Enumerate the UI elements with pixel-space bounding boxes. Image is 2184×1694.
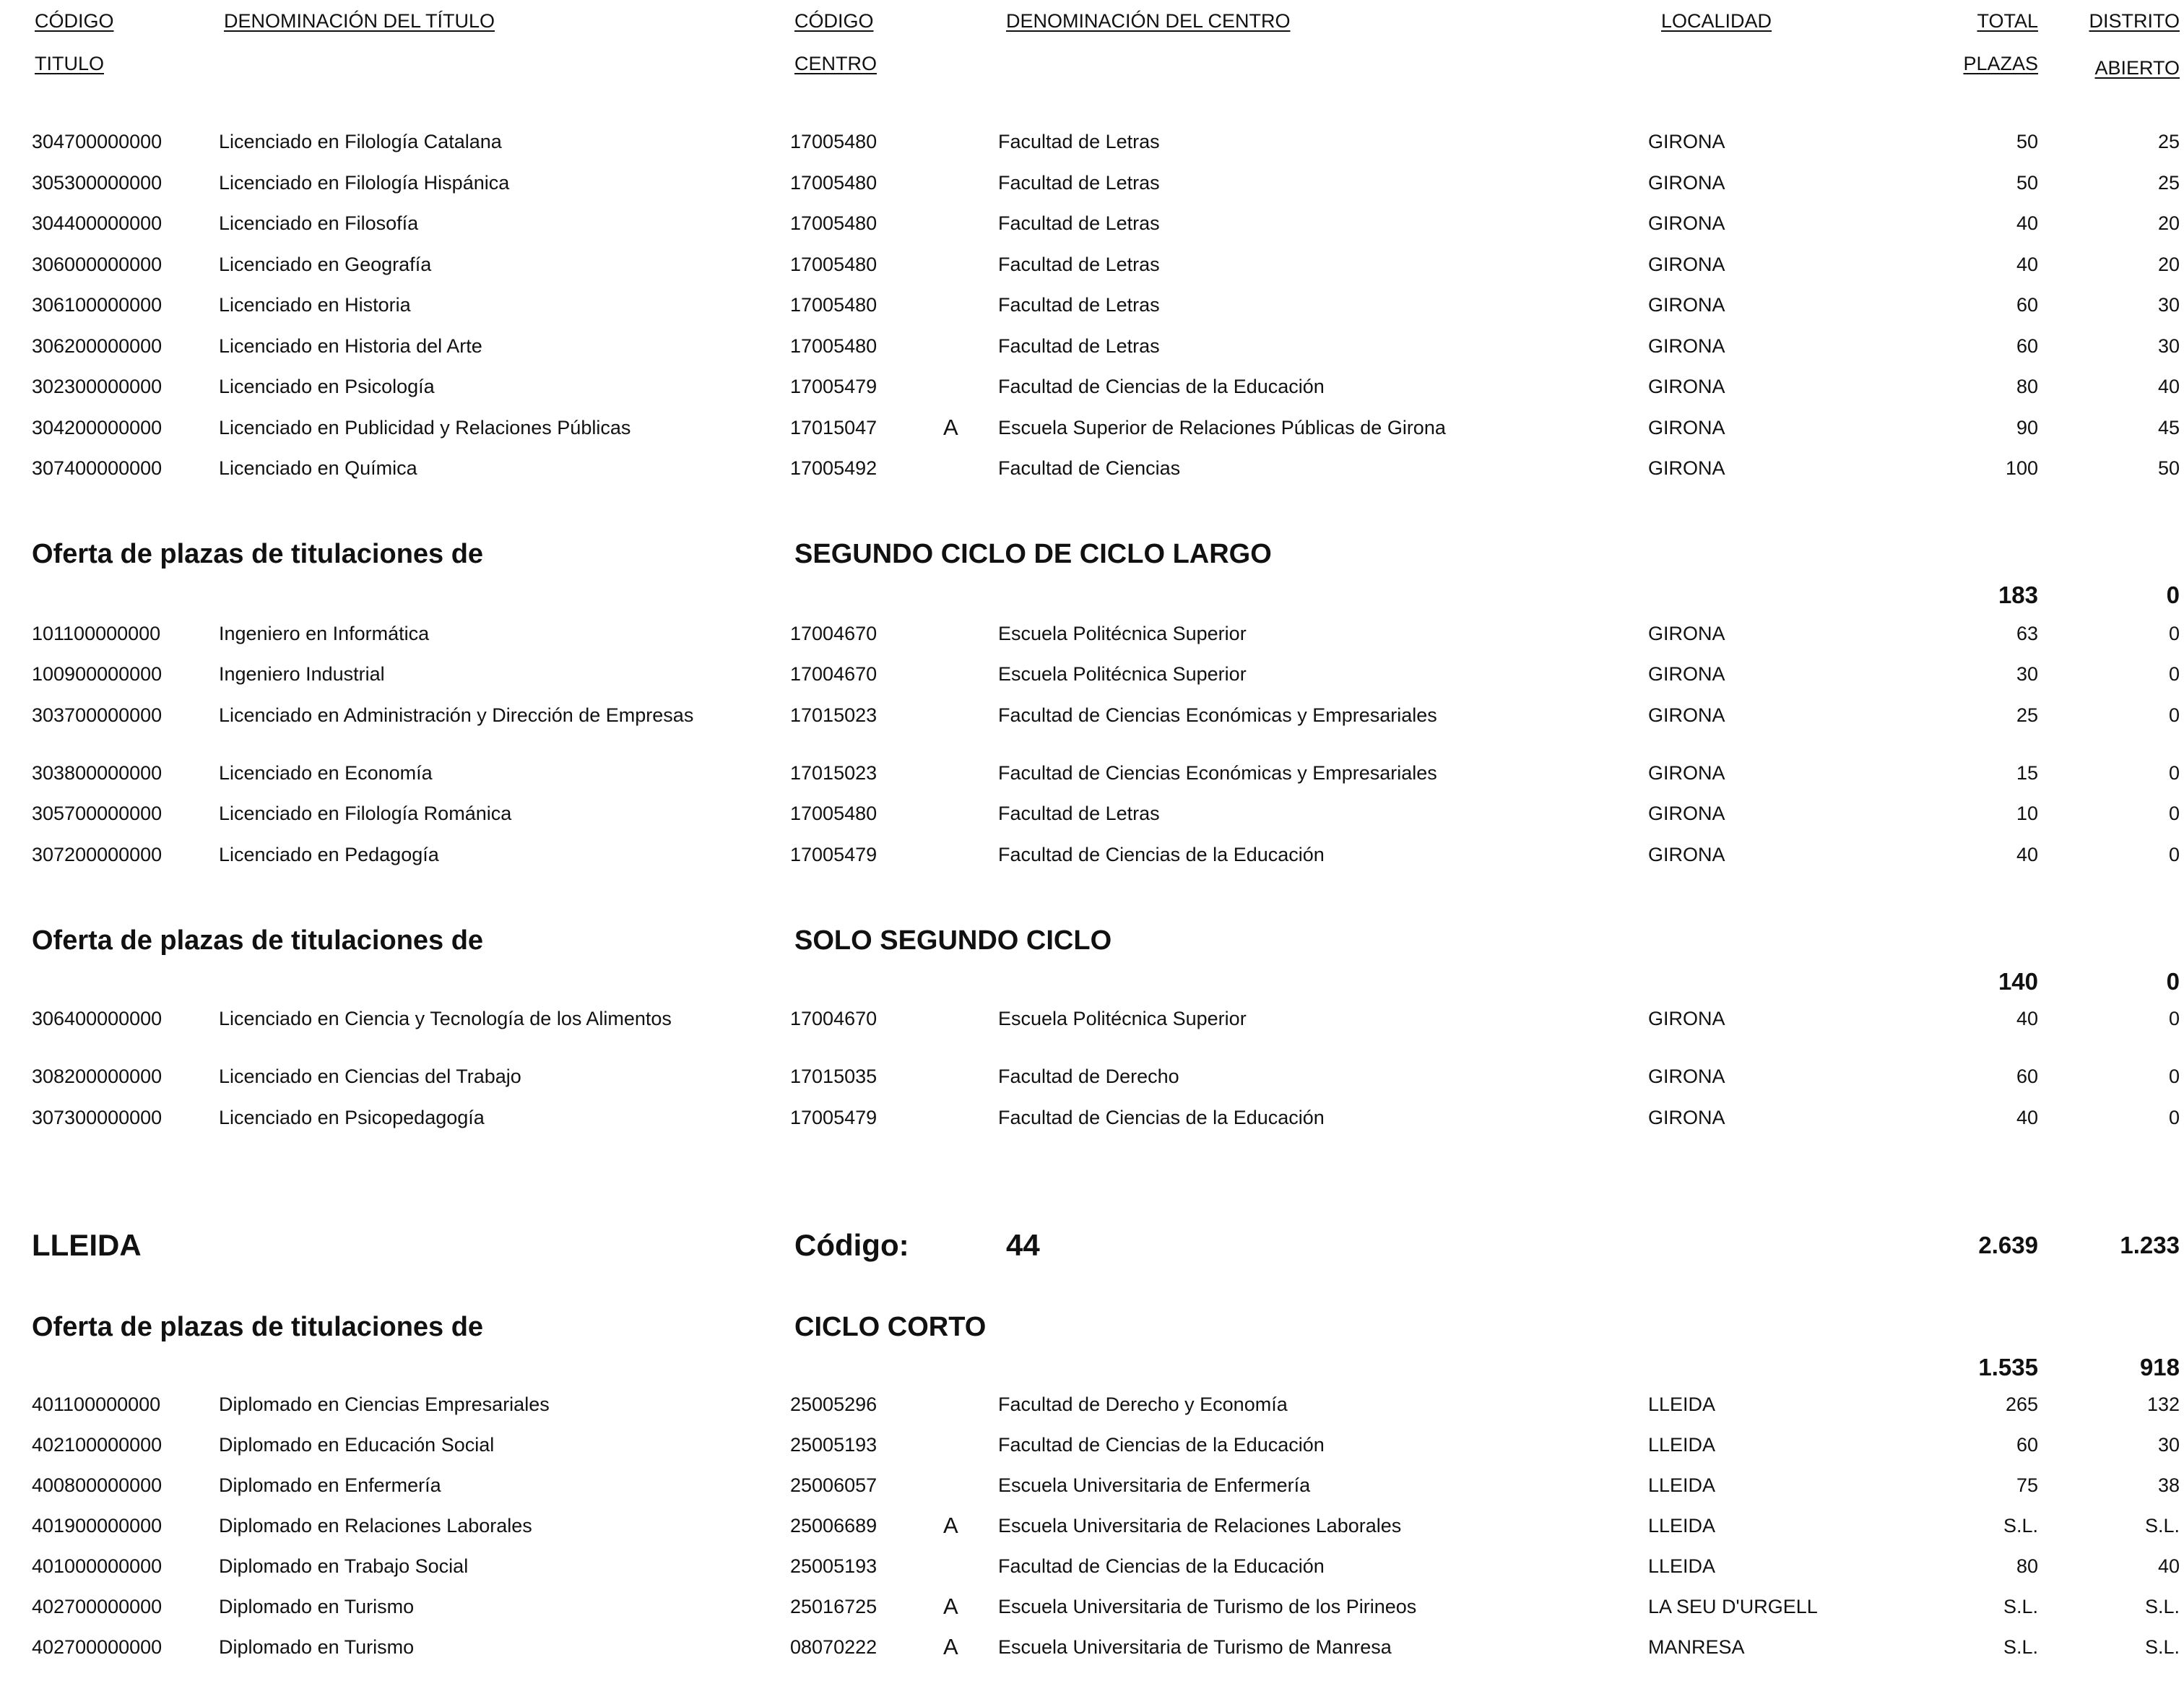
row-localidad: LA SEU D'URGELL [1648, 1596, 1818, 1617]
row-codigo: 305700000000 [32, 803, 162, 824]
row-total: 63 [2016, 623, 2038, 644]
row-total: 50 [2016, 131, 2038, 152]
row-titulo: Licenciado en Psicopedagogía [219, 1107, 485, 1128]
section-total-solo-segundo-ciclo: 140 [1998, 968, 2038, 995]
row-codigo: 402700000000 [32, 1636, 162, 1658]
row-distrito: 20 [2157, 254, 2180, 275]
row-centro: Escuela Politécnica Superior [998, 663, 1247, 685]
section-type-solo-segundo-ciclo: SOLO SEGUNDO CICLO [794, 925, 1112, 956]
section-label-ciclo-corto: Oferta de plazas de titulaciones de [32, 1312, 484, 1342]
row-titulo: Ingeniero en Informática [219, 623, 430, 644]
row-titulo: Licenciado en Filología Hispánica [219, 172, 510, 194]
row-centro-codigo: 17004670 [790, 623, 878, 644]
row-codigo: 402700000000 [32, 1596, 162, 1617]
row-distrito: 30 [2157, 294, 2180, 316]
row-localidad: MANRESA [1648, 1636, 1745, 1658]
row-centro: Facultad de Letras [998, 294, 1160, 316]
section-label-solo-segundo-ciclo: Oferta de plazas de titulaciones de [32, 925, 484, 956]
row-codigo: 401000000000 [32, 1555, 162, 1577]
row-codigo: 304700000000 [32, 131, 162, 152]
row-titulo: Diplomado en Trabajo Social [219, 1555, 469, 1577]
row-centro-codigo: 17004670 [790, 663, 878, 685]
row-total: 60 [2016, 294, 2038, 316]
row-distrito: 45 [2157, 417, 2180, 438]
row-distrito: 30 [2157, 1434, 2180, 1456]
row-distrito: 0 [2168, 1008, 2180, 1029]
university-distrito: 1.233 [2120, 1232, 2180, 1258]
header-denominacion-titulo: DENOMINACIÓN DEL TÍTULO [224, 10, 495, 32]
row-codigo: 307300000000 [32, 1107, 162, 1128]
section-total-segundo-ciclo-largo: 183 [1998, 582, 2038, 608]
row-centro-codigo: 17005480 [790, 172, 878, 194]
row-titulo: Licenciado en Filosofía [219, 212, 419, 234]
row-titulo: Licenciado en Pedagogía [219, 844, 439, 865]
row-total: 40 [2016, 254, 2038, 275]
row-distrito: 0 [2168, 844, 2180, 865]
row-centro-codigo: 17005492 [790, 457, 878, 479]
row-titulo: Diplomado en Turismo [219, 1596, 415, 1617]
row-titulo: Diplomado en Relaciones Laborales [219, 1515, 532, 1537]
row-codigo: 303700000000 [32, 704, 162, 726]
row-localidad: GIRONA [1648, 294, 1725, 316]
header-codigo-centro-line2: CENTRO [794, 53, 877, 74]
row-titulo: Licenciado en Administración y Dirección de Empresas [219, 704, 694, 726]
row-centro-codigo: 17005480 [790, 294, 878, 316]
row-total: S.L. [2003, 1596, 2038, 1617]
row-codigo: 307400000000 [32, 457, 162, 479]
row-codigo: 308200000000 [32, 1066, 162, 1087]
row-centro: Facultad de Derecho [998, 1066, 1179, 1087]
row-centro-codigo: 25005296 [790, 1393, 878, 1415]
row-titulo: Licenciado en Filología Catalana [219, 131, 502, 152]
row-localidad: GIRONA [1648, 704, 1725, 726]
row-titulo: Diplomado en Educación Social [219, 1434, 495, 1456]
row-localidad: GIRONA [1648, 172, 1725, 194]
row-centro: Escuela Politécnica Superior [998, 623, 1247, 644]
university-total: 2.639 [1978, 1232, 2038, 1258]
row-titulo: Diplomado en Turismo [219, 1636, 415, 1658]
university-codigo: 44 [1006, 1228, 1040, 1262]
row-codigo: 306000000000 [32, 254, 162, 275]
header-localidad: LOCALIDAD [1661, 10, 1772, 32]
row-centro-codigo: 25016725 [790, 1596, 878, 1617]
row-centro-codigo: 17004670 [790, 1008, 878, 1029]
row-centro: Facultad de Ciencias Económicas y Empresariales [998, 704, 1437, 726]
row-codigo: 304200000000 [32, 417, 162, 438]
row-centro-codigo: 17005480 [790, 335, 878, 357]
section-distrito-solo-segundo-ciclo: 0 [2166, 968, 2180, 995]
header-denominacion-centro: DENOMINACIÓN DEL CENTRO [1006, 10, 1291, 32]
row-titulo: Ingeniero Industrial [219, 663, 385, 685]
row-distrito: S.L. [2144, 1636, 2180, 1658]
row-total: 60 [2016, 1434, 2038, 1456]
row-total: 60 [2016, 1066, 2038, 1087]
row-total: 80 [2016, 376, 2038, 397]
row-centro: Facultad de Letras [998, 803, 1160, 824]
row-localidad: GIRONA [1648, 844, 1725, 865]
row-centro: Facultad de Ciencias de la Educación [998, 1107, 1325, 1128]
row-codigo: 401900000000 [32, 1515, 162, 1537]
row-centro-codigo: 25006689 [790, 1515, 878, 1537]
row-distrito: 132 [2146, 1393, 2180, 1415]
row-centro-codigo: 17005479 [790, 376, 878, 397]
row-centro-codigo: 25006057 [790, 1474, 878, 1496]
row-centro: Facultad de Ciencias de la Educación [998, 1555, 1325, 1577]
row-localidad: GIRONA [1648, 212, 1725, 234]
header-codigo-centro-line1: CÓDIGO [794, 10, 874, 32]
row-titulo: Licenciado en Filología Románica [219, 803, 512, 824]
row-flag: A [943, 1594, 958, 1619]
row-distrito: 40 [2157, 376, 2180, 397]
header-total-plazas-line1: TOTAL [1977, 10, 2038, 32]
row-centro-codigo: 25005193 [790, 1434, 878, 1456]
row-localidad: GIRONA [1648, 1008, 1725, 1029]
university-name: LLEIDA [32, 1228, 142, 1262]
section-total-ciclo-corto: 1.535 [1978, 1354, 2038, 1380]
row-centro-codigo: 17015023 [790, 704, 878, 726]
row-codigo: 306200000000 [32, 335, 162, 357]
row-centro-codigo: 17015047 [790, 417, 878, 438]
section-label-segundo-ciclo-largo: Oferta de plazas de titulaciones de [32, 539, 484, 569]
row-codigo: 100900000000 [32, 663, 162, 685]
row-centro: Escuela Universitaria de Turismo de los Pirineos [998, 1596, 1417, 1617]
row-localidad: GIRONA [1648, 254, 1725, 275]
row-total: 100 [2005, 457, 2038, 479]
row-titulo: Licenciado en Ciencias del Trabajo [219, 1066, 521, 1087]
row-centro: Facultad de Ciencias de la Educación [998, 376, 1325, 397]
section-type-segundo-ciclo-largo: SEGUNDO CICLO DE CICLO LARGO [794, 539, 1272, 569]
row-localidad: LLEIDA [1648, 1555, 1716, 1577]
row-total: S.L. [2003, 1636, 2038, 1658]
row-codigo: 302300000000 [32, 376, 162, 397]
row-centro: Facultad de Ciencias de la Educación [998, 844, 1325, 865]
row-centro-codigo: 17005479 [790, 1107, 878, 1128]
row-total: 60 [2016, 335, 2038, 357]
row-total: 40 [2016, 1008, 2038, 1029]
row-localidad: GIRONA [1648, 1107, 1725, 1128]
row-total: 40 [2016, 844, 2038, 865]
row-distrito: S.L. [2144, 1596, 2180, 1617]
row-codigo: 306400000000 [32, 1008, 162, 1029]
row-titulo: Licenciado en Geografía [219, 254, 432, 275]
row-centro: Escuela Universitaria de Turismo de Manresa [998, 1636, 1392, 1658]
row-titulo: Licenciado en Publicidad y Relaciones Públicas [219, 417, 631, 438]
row-centro: Escuela Universitaria de Relaciones Laborales [998, 1515, 1402, 1537]
row-localidad: GIRONA [1648, 131, 1725, 152]
row-centro: Escuela Politécnica Superior [998, 1008, 1247, 1029]
row-total: 25 [2016, 704, 2038, 726]
row-codigo: 402100000000 [32, 1434, 162, 1456]
row-distrito: 0 [2168, 1066, 2180, 1087]
row-localidad: GIRONA [1648, 417, 1725, 438]
row-titulo: Diplomado en Ciencias Empresariales [219, 1393, 550, 1415]
section-distrito-ciclo-corto: 918 [2139, 1354, 2180, 1380]
header-distrito-abierto-line1: DISTRITO [2089, 10, 2180, 32]
row-distrito: 0 [2168, 762, 2180, 784]
row-distrito: 25 [2157, 172, 2180, 194]
row-codigo: 306100000000 [32, 294, 162, 316]
row-flag: A [943, 1634, 958, 1659]
row-total: S.L. [2003, 1515, 2038, 1537]
row-centro: Facultad de Letras [998, 212, 1160, 234]
row-localidad: GIRONA [1648, 663, 1725, 685]
row-localidad: GIRONA [1648, 762, 1725, 784]
row-centro-codigo: 17005480 [790, 131, 878, 152]
row-flag: A [943, 1513, 958, 1538]
row-centro: Facultad de Letras [998, 335, 1160, 357]
row-centro-codigo: 17005480 [790, 254, 878, 275]
row-distrito: 0 [2168, 704, 2180, 726]
row-codigo: 303800000000 [32, 762, 162, 784]
row-localidad: LLEIDA [1648, 1515, 1716, 1537]
row-titulo: Licenciado en Historia [219, 294, 411, 316]
row-centro-codigo: 17015035 [790, 1066, 878, 1087]
row-centro: Facultad de Letras [998, 254, 1160, 275]
row-centro-codigo: 17005479 [790, 844, 878, 865]
row-distrito: 40 [2157, 1555, 2180, 1577]
row-localidad: GIRONA [1648, 376, 1725, 397]
row-codigo: 305300000000 [32, 172, 162, 194]
row-centro: Facultad de Letras [998, 131, 1160, 152]
row-distrito: S.L. [2144, 1515, 2180, 1537]
university-codigo-label: Código: [794, 1228, 909, 1262]
row-titulo: Licenciado en Química [219, 457, 417, 479]
row-localidad: LLEIDA [1648, 1474, 1716, 1496]
row-distrito: 0 [2168, 1107, 2180, 1128]
row-localidad: LLEIDA [1648, 1393, 1716, 1415]
row-codigo: 400800000000 [32, 1474, 162, 1496]
row-total: 80 [2016, 1555, 2038, 1577]
row-distrito: 0 [2168, 663, 2180, 685]
row-localidad: GIRONA [1648, 335, 1725, 357]
section-distrito-segundo-ciclo-largo: 0 [2166, 582, 2180, 608]
row-codigo: 304400000000 [32, 212, 162, 234]
row-titulo: Diplomado en Enfermería [219, 1474, 441, 1496]
row-titulo: Licenciado en Psicología [219, 376, 435, 397]
row-total: 40 [2016, 212, 2038, 234]
row-total: 30 [2016, 663, 2038, 685]
row-centro-codigo: 17015023 [790, 762, 878, 784]
row-distrito: 50 [2157, 457, 2180, 479]
row-total: 265 [2005, 1393, 2038, 1415]
row-titulo: Licenciado en Historia del Arte [219, 335, 482, 357]
row-distrito: 0 [2168, 623, 2180, 644]
row-codigo: 401100000000 [32, 1393, 161, 1415]
row-distrito: 38 [2157, 1474, 2180, 1496]
row-titulo: Licenciado en Economía [219, 762, 433, 784]
header-codigo-titulo-line1: CÓDIGO [35, 10, 114, 32]
row-distrito: 20 [2157, 212, 2180, 234]
row-localidad: GIRONA [1648, 1066, 1725, 1087]
row-centro: Escuela Universitaria de Enfermería [998, 1474, 1311, 1496]
section-type-ciclo-corto: CICLO CORTO [794, 1312, 987, 1342]
row-centro: Facultad de Letras [998, 172, 1160, 194]
row-titulo: Licenciado en Ciencia y Tecnología de los Alimentos [219, 1008, 672, 1029]
row-centro-codigo: 25005193 [790, 1555, 878, 1577]
header-total-plazas-line2: PLAZAS [1963, 53, 2038, 74]
row-localidad: GIRONA [1648, 457, 1725, 479]
row-localidad: GIRONA [1648, 623, 1725, 644]
row-total: 10 [2016, 803, 2038, 824]
row-centro: Escuela Superior de Relaciones Públicas de Girona [998, 417, 1446, 438]
row-total: 90 [2016, 417, 2038, 438]
row-codigo: 101100000000 [32, 623, 161, 644]
row-centro: Facultad de Ciencias Económicas y Empresariales [998, 762, 1437, 784]
row-centro: Facultad de Ciencias de la Educación [998, 1434, 1325, 1456]
row-codigo: 307200000000 [32, 844, 162, 865]
row-centro-codigo: 17005480 [790, 803, 878, 824]
header-codigo-titulo-line2: TITULO [35, 53, 105, 74]
row-centro: Facultad de Ciencias [998, 457, 1181, 479]
row-localidad: GIRONA [1648, 803, 1725, 824]
row-total: 15 [2016, 762, 2038, 784]
row-centro: Facultad de Derecho y Economía [998, 1393, 1288, 1415]
header-distrito-abierto-line2: ABIERTO [2094, 57, 2180, 79]
row-total: 50 [2016, 172, 2038, 194]
row-centro-codigo: 08070222 [790, 1636, 878, 1658]
row-distrito: 30 [2157, 335, 2180, 357]
row-total: 75 [2016, 1474, 2038, 1496]
row-distrito: 25 [2157, 131, 2180, 152]
row-total: 40 [2016, 1107, 2038, 1128]
row-centro-codigo: 17005480 [790, 212, 878, 234]
row-localidad: LLEIDA [1648, 1434, 1716, 1456]
row-distrito: 0 [2168, 803, 2180, 824]
row-flag: A [943, 415, 958, 440]
